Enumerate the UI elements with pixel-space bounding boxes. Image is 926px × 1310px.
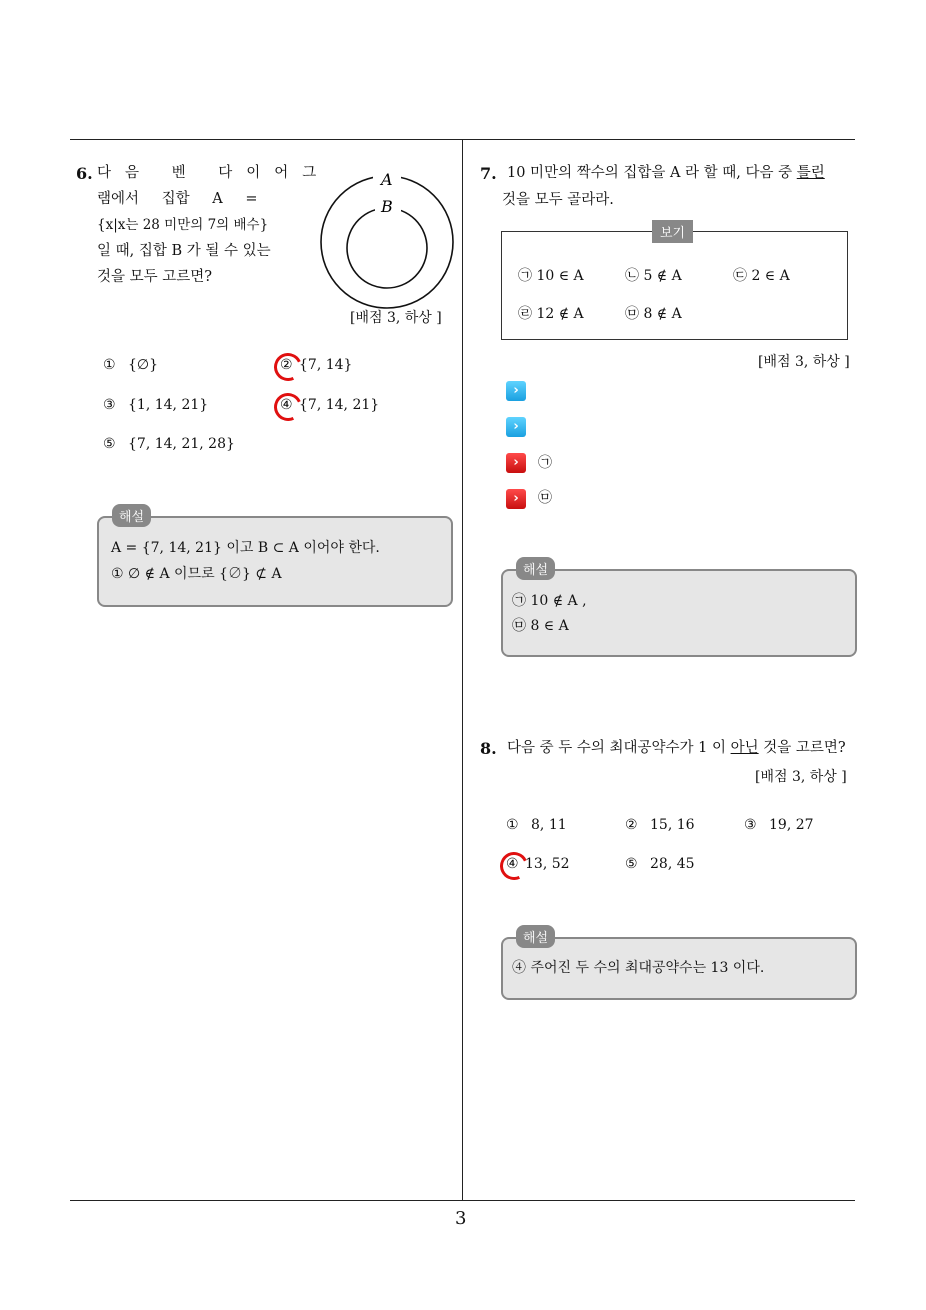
q8-stem [507,735,846,761]
answer-mark-q6-2 [270,349,306,385]
q6-option-5[interactable] [103,436,235,452]
answer-mark-q6-4 [270,389,306,425]
q7-stem-line-2: 것을 모두 골라라. [502,192,614,208]
q6-score: [배점 3, 하상 ] [350,310,442,326]
q7-bogi-box [501,231,848,340]
venn-diagram [315,170,460,310]
option-number: ① [506,817,519,833]
q7-solution-line-1: ㉠ 10 ∉ A , [512,593,587,609]
venn-label-a: A [381,170,393,189]
q8-stem-text-end: 것을 고르면? [758,740,846,756]
q6-option-1[interactable] [103,357,158,373]
answer-arrow-icon[interactable]: › [506,489,526,509]
option-number: ⑤ [103,436,116,452]
q7-item-5: ㉤ 8 ∉ A [625,306,682,322]
q8-score: [배점 3, 하상 ] [755,769,847,785]
q7-stem-text: 10 미만의 짝수의 집합을 A 라 할 때, 다음 중 [507,165,797,181]
q6-line-3: {x|x는 28 미만의 7의 배수} [97,217,269,233]
q8-solution-tag: 해설 [516,925,555,948]
q7-item-4: ㉣ 12 ∉ A [518,306,584,322]
q7-underlined-word: 틀린 [796,165,825,181]
option-number: ② [280,357,293,373]
option-text: 15, 16 [650,817,695,833]
answer-mark-q8-4 [496,848,532,884]
q7-item-1: ㉠ 10 ∈ A [518,268,584,284]
q6-number: 6. [76,164,93,183]
q6-line-2: 램에서 집합 A = [97,191,258,207]
option-number: ③ [103,397,116,413]
option-number: ④ [280,397,293,413]
venn-inner-circle [347,208,427,288]
q7-score: [배점 3, 하상 ] [758,354,850,370]
q7-item-3: ㉢ 2 ∈ A [733,268,790,284]
option-number: ① [103,357,116,373]
q7-solution-line-2: ㉤ 8 ∈ A [512,618,569,634]
venn-label-b: B [381,197,393,216]
q6-line-1: 다음 벤 다이어그 [97,165,331,181]
option-number: ③ [744,817,757,833]
q6-solution-tag: 해설 [112,504,151,527]
page-number: 3 [455,1208,467,1229]
answer-arrow-icon[interactable]: › [506,381,526,401]
option-number: ② [625,817,638,833]
option-text: 13, 52 [525,856,570,872]
column-divider [462,139,463,1201]
q7-solution-tag: 해설 [516,557,555,580]
q7-number: 7. [480,164,497,183]
q8-option-2[interactable] [625,817,695,833]
q8-underlined-word: 아닌 [730,740,759,756]
q6-line-4: 일 때, 집합 B 가 될 수 있는 [97,243,271,259]
option-text: {∅} [128,357,159,373]
q8-option-3[interactable] [744,817,814,833]
q8-solution-line-1: ④ 주어진 두 수의 최대공약수는 13 이다. [512,960,765,976]
option-text: {7, 14, 21, 28} [128,436,235,452]
q6-stem [97,160,331,290]
option-text: 8, 11 [531,817,567,833]
option-number: ④ [506,856,519,872]
q7-stem-line-1 [507,160,825,186]
q8-option-1[interactable] [506,817,567,833]
q8-stem-text: 다음 중 두 수의 최대공약수가 1 이 [507,740,731,756]
q8-number: 8. [480,739,497,758]
q6-line-5: 것을 모두 고르면? [97,269,213,285]
q6-option-3[interactable] [103,397,208,413]
option-text: 28, 45 [650,856,695,872]
q7-answer-2: ㉤ [538,490,552,506]
option-text: 19, 27 [769,817,814,833]
answer-arrow-icon[interactable]: › [506,417,526,437]
q7-bogi-tag: 보기 [652,220,693,243]
q8-option-5[interactable] [625,856,695,872]
q6-solution-line-2: ① ∅ ∉ A 이므로 {∅} ⊄ A [111,566,282,582]
option-number: ⑤ [625,856,638,872]
q6-solution-line-1: A = {7, 14, 21} 이고 B ⊂ A 이어야 한다. [111,540,380,556]
option-text: {1, 14, 21} [128,397,209,413]
option-text: {7, 14, 21} [299,397,380,413]
answer-arrow-icon[interactable]: › [506,453,526,473]
q7-item-2: ㉡ 5 ∉ A [625,268,682,284]
q7-answer-1: ㉠ [538,455,552,471]
option-text: {7, 14} [299,357,353,373]
